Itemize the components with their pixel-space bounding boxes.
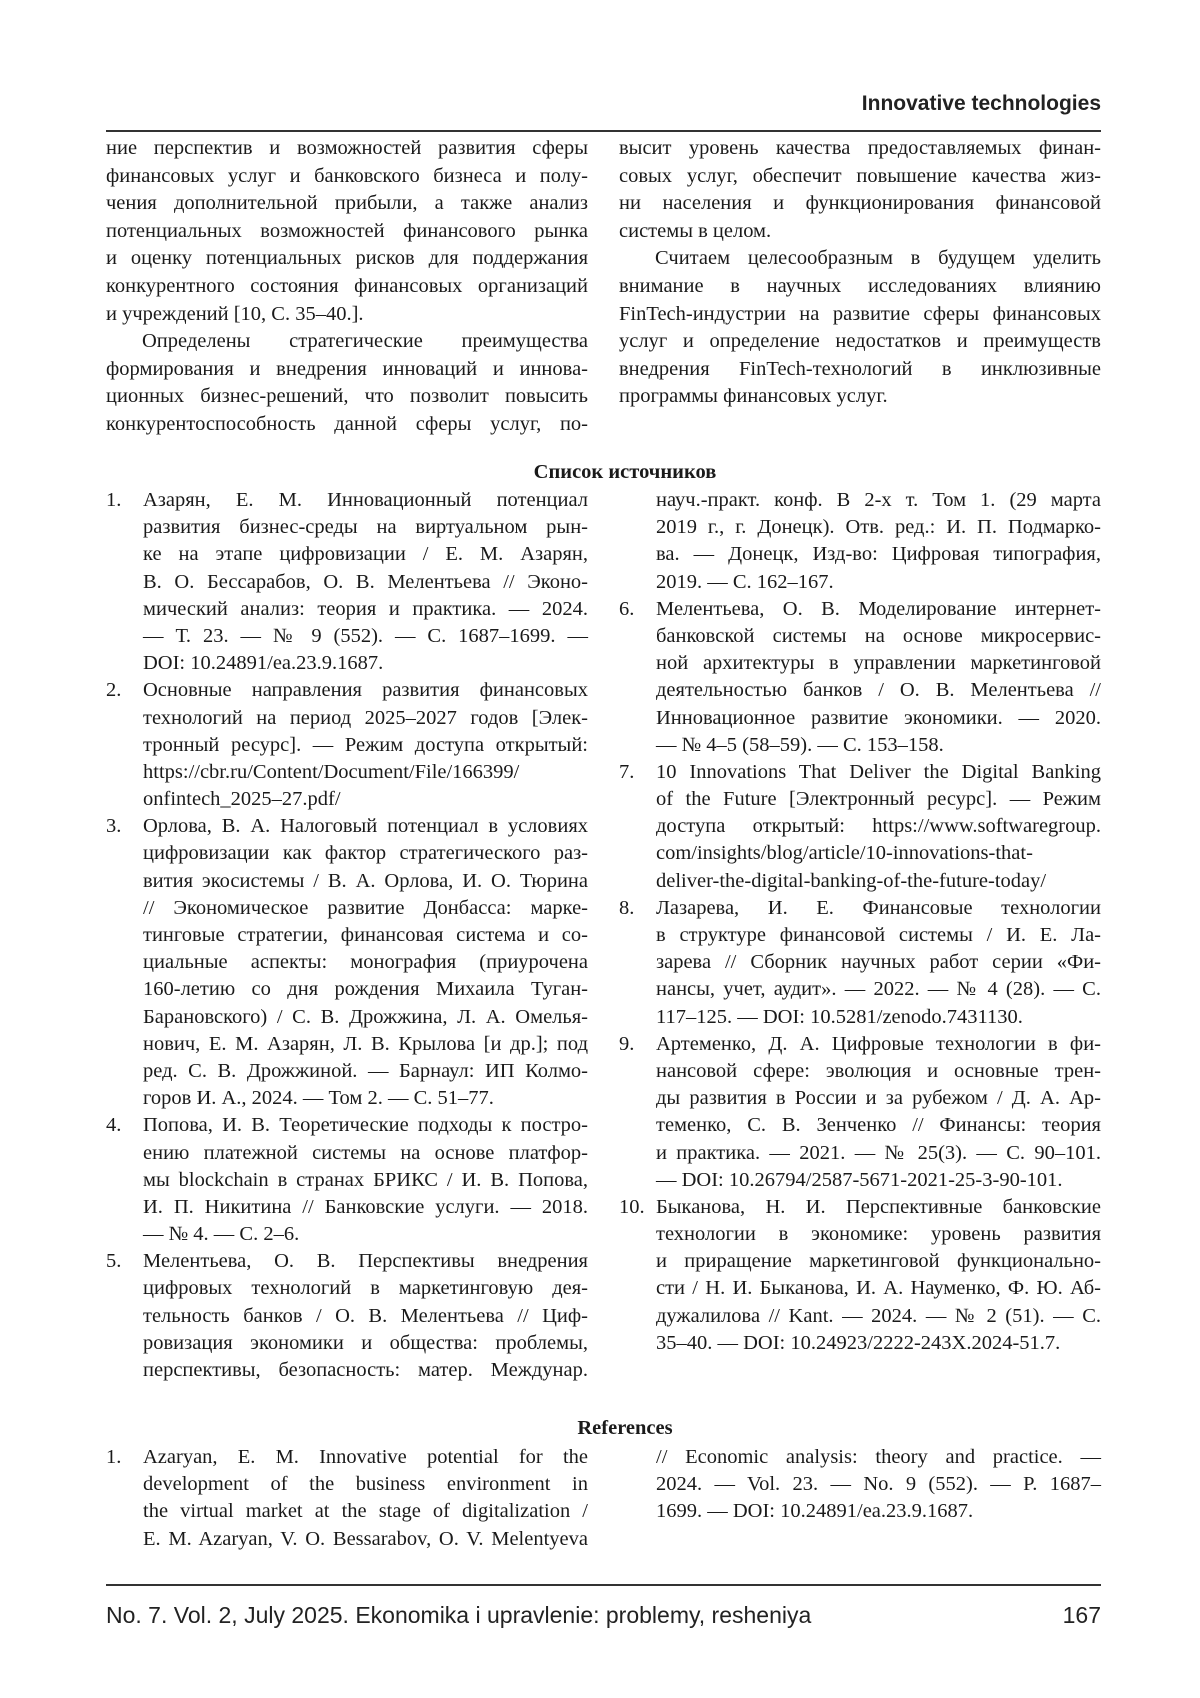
reference-number: 10. <box>619 1194 645 1221</box>
text-line: Определены стратегические преимущества <box>106 328 588 356</box>
text-line: совых услуг, обеспечит повышение качества жиз- <box>619 163 1101 191</box>
text-line: и учреждений [10, С. 35–40.]. <box>106 301 588 329</box>
paragraph <box>106 328 588 438</box>
text-line: нович, Е. М. Азарян, Л. В. Крылова [и др.]; под <box>143 1031 588 1058</box>
text-line: of the Future [Электронный ресурс]. — Режим <box>656 786 1101 813</box>
text-line: Инновационное развитие экономики. — 2020. <box>656 705 1101 732</box>
reference-item <box>106 1112 588 1248</box>
reference-number: 2. <box>106 677 121 704</box>
text-line: внимание в научных исследованиях влиянию <box>619 273 1101 301</box>
reference-item <box>619 1444 1101 1526</box>
text-line: деятельностью банков / О. В. Мелентьева // <box>656 677 1101 704</box>
text-line: системы в целом. <box>619 218 1101 246</box>
footer-rule <box>106 1584 1101 1586</box>
reference-number: 7. <box>619 759 634 786</box>
text-line: В. О. Бессарабов, О. В. Мелентьева // Эконо- <box>143 569 588 596</box>
text-line: перспективы, безопасность: матер. Междунар. <box>143 1357 588 1384</box>
text-line: Azaryan, E. M. Innovative potential for the <box>143 1444 588 1471</box>
text-line: И. П. Никитина // Банковские услуги. — 2018. <box>143 1194 588 1221</box>
text-line: развития бизнес-среды на виртуальном рын- <box>143 514 588 541</box>
text-line: потенциальных возможностей финансового рынка <box>106 218 588 246</box>
text-line: ровизация экономики и общества: проблемы, <box>143 1330 588 1357</box>
text-line: FinTech-индустрии на развитие сферы финансовых <box>619 301 1101 329</box>
reference-item <box>106 1248 588 1384</box>
reference-number: 8. <box>619 895 634 922</box>
text-line: 2019 г., г. Донецк). Отв. ред.: И. П. Подмарко- <box>656 514 1101 541</box>
text-line: технологий на период 2025–2027 годов [Элек- <box>143 705 588 732</box>
paragraph <box>619 135 1101 245</box>
text-line: 10 Innovations That Deliver the Digital Banking <box>656 759 1101 786</box>
text-line: внедрения FinTech-технологий в инклюзивные <box>619 356 1101 384</box>
text-line: чения дополнительной прибыли, а также анализ <box>106 190 588 218</box>
text-line: ционных бизнес-решений, что позволит повысить <box>106 383 588 411</box>
sources-title: Список источников <box>534 461 717 483</box>
text-line: — № 4. — С. 2–6. <box>143 1221 588 1248</box>
text-line: com/insights/blog/article/10-innovations-that- <box>656 840 1101 867</box>
text-line: и оценку потенциальных рисков для поддержания <box>106 245 588 273</box>
text-line: ке на этапе цифровизации / Е. М. Азарян, <box>143 541 588 568</box>
text-line: мы blockchain в странах БРИКС / И. В. Попова, <box>143 1167 588 1194</box>
reference-number: 1. <box>106 1444 121 1471</box>
text-line: development of the business environment in <box>143 1471 588 1498</box>
text-line: нансы, учет, аудит». — 2022. — № 4 (28). — С. <box>656 976 1101 1003</box>
journal-info: No. 7. Vol. 2, July 2025. Ekonomika i upravlenie: problemy, resheniya <box>106 1602 811 1629</box>
text-line: 35–40. — DOI: 10.24923/2222-243X.2024-51.7. <box>656 1330 1101 1357</box>
text-line: Барановского) / С. В. Дрожжина, Л. А. Омелья- <box>143 1004 588 1031</box>
references-right-column <box>619 1444 1101 1526</box>
text-line: // Economic analysis: theory and practice. — <box>656 1444 1101 1471</box>
text-line: ению платежной системы на основе платфор- <box>143 1140 588 1167</box>
reference-item <box>619 1194 1101 1357</box>
reference-item <box>106 1444 588 1553</box>
sources-right-column <box>619 487 1101 1357</box>
reference-item <box>619 895 1101 1031</box>
text-line: Основные направления развития финансовых <box>143 677 588 704</box>
text-line: и практика. — 2021. — № 25(3). — С. 90–101. <box>656 1140 1101 1167</box>
text-line: the virtual market at the stage of digitalization / <box>143 1498 588 1525</box>
text-line: 2024. — Vol. 23. — No. 9 (552). — P. 1687– <box>656 1471 1101 1498</box>
text-line: финансовых услуг и банковского бизнеса и полу- <box>106 163 588 191</box>
text-line: Попова, И. В. Теоретические подходы к постро- <box>143 1112 588 1139</box>
text-line: ва. — Донецк, Изд-во: Цифровая типография, <box>656 541 1101 568</box>
reference-number: 6. <box>619 596 634 623</box>
text-line: сти / Н. И. Быканова, И. А. Науменко, Ф. Ю. Аб- <box>656 1275 1101 1302</box>
reference-item <box>106 487 588 677</box>
text-line: мический анализ: теория и практика. — 2024. <box>143 596 588 623</box>
text-line: deliver-the-digital-banking-of-the-future-today/ <box>656 868 1101 895</box>
text-line: высит уровень качества предоставляемых финан- <box>619 135 1101 163</box>
references-heading <box>0 1417 1200 1440</box>
text-line: цифровизации как фактор стратегического раз- <box>143 840 588 867</box>
text-line: вития экосистемы / В. А. Орлова, И. О. Тюрина <box>143 868 588 895</box>
text-line: программы финансовых услуг. <box>619 383 1101 411</box>
reference-item <box>106 813 588 1112</box>
text-line: 1699. — DOI: 10.24891/ea.23.9.1687. <box>656 1498 1101 1525</box>
text-line: тинговые стратегии, финансовая система и со- <box>143 922 588 949</box>
text-line: ние перспектив и возможностей развития сферы <box>106 135 588 163</box>
text-line: Лазарева, И. Е. Финансовые технологии <box>656 895 1101 922</box>
text-line: ной архитектуры в управлении маркетинговой <box>656 650 1101 677</box>
reference-item <box>619 596 1101 759</box>
text-line: банковской системы на основе микросервис- <box>656 623 1101 650</box>
text-line: onfintech_2025–27.pdf/ <box>143 786 588 813</box>
text-line: науч.-практ. конф. В 2-х т. Том 1. (29 марта <box>656 487 1101 514</box>
text-line: — Т. 23. — № 9 (552). — С. 1687–1699. — <box>143 623 588 650</box>
text-line: формирования и внедрения инноваций и иннова- <box>106 356 588 384</box>
text-line: конкурентоспособность данной сферы услуг, по- <box>106 411 588 439</box>
sources-heading <box>0 461 1200 484</box>
text-line: https://cbr.ru/Content/Document/File/166399/ <box>143 759 588 786</box>
reference-number: 9. <box>619 1031 634 1058</box>
reference-number: 1. <box>106 487 121 514</box>
text-line: тронный ресурс]. — Режим доступа открытый: <box>143 732 588 759</box>
text-line: Азарян, Е. М. Инновационный потенциал <box>143 487 588 514</box>
reference-number: 5. <box>106 1248 121 1275</box>
text-line: конкурентного состояния финансовых организаций <box>106 273 588 301</box>
text-line: 117–125. — DOI: 10.5281/zenodo.7431130. <box>656 1004 1101 1031</box>
text-line: в структуре финансовой системы / И. Е. Ла- <box>656 922 1101 949</box>
text-line: ред. С. В. Дрожжиной. — Барнаул: ИП Колмо- <box>143 1058 588 1085</box>
references-title: References <box>577 1417 672 1439</box>
text-line: 2019. — С. 162–167. <box>656 569 1101 596</box>
text-line: нансовой сфере: эволюция и основные трен- <box>656 1058 1101 1085</box>
page-footer <box>106 1602 1101 1629</box>
text-line: Быканова, Н. И. Перспективные банковские <box>656 1194 1101 1221</box>
text-line: циальные аспекты: монография (приурочена <box>143 949 588 976</box>
reference-number: 3. <box>106 813 121 840</box>
text-line: — DOI: 10.26794/2587-5671-2021-25-3-90-101. <box>656 1167 1101 1194</box>
text-line: // Экономическое развитие Донбасса: марке- <box>143 895 588 922</box>
text-line: Мелентьева, О. В. Моделирование интернет- <box>656 596 1101 623</box>
body-right-column <box>619 135 1101 411</box>
text-line: цифровых технологий в маркетинговую дея- <box>143 1275 588 1302</box>
text-line: 160-летию со дня рождения Михаила Туган- <box>143 976 588 1003</box>
reference-item <box>106 677 588 813</box>
reference-item <box>619 487 1101 596</box>
section-header: Innovative technologies <box>862 92 1101 116</box>
text-line: и приращение маркетинговой функционально- <box>656 1248 1101 1275</box>
text-line: Орлова, В. А. Налоговый потенциал в условиях <box>143 813 588 840</box>
paragraph <box>106 135 588 328</box>
text-line: доступа открытый: https://www.softwaregroup. <box>656 813 1101 840</box>
paragraph <box>619 245 1101 411</box>
header-rule <box>106 130 1101 132</box>
reference-item <box>619 759 1101 895</box>
reference-item <box>619 1031 1101 1194</box>
text-line: ды развития в России и за рубежом / Д. А. Ар- <box>656 1085 1101 1112</box>
text-line: зарева // Сборник научных работ серии «Фи- <box>656 949 1101 976</box>
text-line: E. M. Azaryan, V. O. Bessarabov, O. V. Melentyeva <box>143 1526 588 1553</box>
text-line: DOI: 10.24891/ea.23.9.1687. <box>143 650 588 677</box>
references-left-column <box>106 1444 588 1553</box>
text-line: теменко, С. В. Зенченко // Финансы: теория <box>656 1112 1101 1139</box>
text-line: — № 4–5 (58–59). — С. 153–158. <box>656 732 1101 759</box>
text-line: тельность банков / О. В. Мелентьева // Циф- <box>143 1303 588 1330</box>
reference-number: 4. <box>106 1112 121 1139</box>
text-line: дужалилова // Kant. — 2024. — № 2 (51). — С. <box>656 1303 1101 1330</box>
text-line: Считаем целесообразным в будущем уделить <box>619 245 1101 273</box>
text-line: Артеменко, Д. А. Цифровые технологии в фи- <box>656 1031 1101 1058</box>
text-line: услуг и определение недостатков и преимуществ <box>619 328 1101 356</box>
text-line: технологии в экономике: уровень развития <box>656 1221 1101 1248</box>
page-number: 167 <box>1063 1602 1101 1629</box>
body-left-column <box>106 135 588 439</box>
text-line: Мелентьева, О. В. Перспективы внедрения <box>143 1248 588 1275</box>
text-line: горов И. А., 2024. — Том 2. — С. 51–77. <box>143 1085 588 1112</box>
sources-left-column <box>106 487 588 1384</box>
text-line: ни населения и функционирования финансовой <box>619 190 1101 218</box>
